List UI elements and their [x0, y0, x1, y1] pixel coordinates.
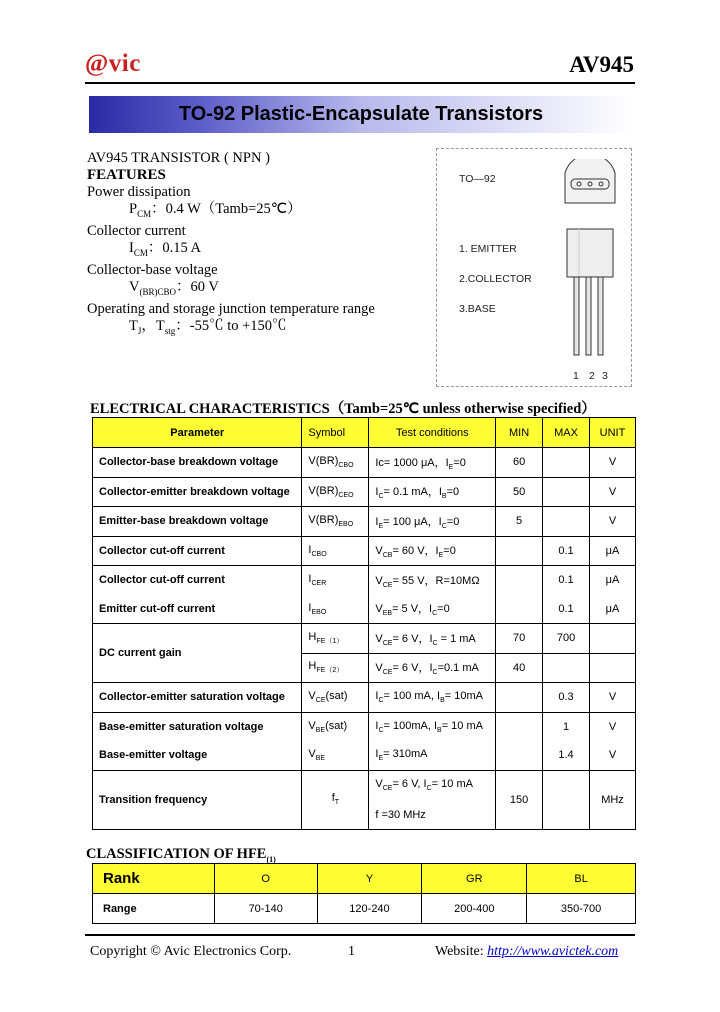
table-cell: Emitter cut-off current — [93, 595, 302, 624]
table-cell: Collector-emitter breakdown voltage — [93, 477, 302, 507]
model-number: AV945 — [569, 52, 634, 77]
table-cell: 5 — [496, 507, 543, 537]
classification-title: CLASSIFICATION OF $HFE_{(1)}$ — [86, 846, 276, 864]
table-cell: 150 — [496, 770, 543, 829]
table-row — [93, 712, 636, 741]
temp-value: $T_J$，$T_{stg}$：-55℃ to +150℃ — [129, 317, 287, 336]
table-cell: Collector cut-off current — [93, 536, 302, 566]
header-rule — [85, 82, 635, 84]
package-name: TO—92 — [459, 173, 496, 185]
pin-number-3: 3 — [602, 370, 608, 382]
page-number: 1 — [348, 944, 355, 959]
range-label: Range — [93, 894, 215, 924]
table-cell: 0.1 — [543, 536, 590, 566]
table-cell: 60 — [496, 448, 543, 478]
table-cell: Ic= 1000 μA，$I_E=0$ — [369, 448, 496, 478]
table-cell: $V_{CE}= 55$ V，R=10MΩ — [369, 566, 496, 595]
table-cell: Base-emitter voltage — [93, 741, 302, 770]
table-cell: $I_{EBO}$ — [302, 595, 369, 624]
table-cell: $V_{CE}(sat)$ — [302, 683, 369, 713]
table-cell: 350-700 — [527, 894, 636, 924]
footer-rule — [85, 934, 635, 936]
table-cell — [543, 448, 590, 478]
table-cell: MHz — [590, 770, 636, 829]
table-cell: 200-400 — [422, 894, 527, 924]
table-cell: $I_E= 100$ μA，$I_C=0$ — [369, 507, 496, 537]
features-heading: FEATURES — [87, 167, 166, 183]
table-cell: BL — [527, 864, 636, 894]
table-cell: 700 — [543, 624, 590, 654]
table-cell: 70 — [496, 624, 543, 654]
table-cell: $I_C= 100$ mA, $I_B= 10mA$ — [369, 683, 496, 713]
table-row — [93, 536, 636, 566]
temp-label: Operating and storage junction temperature range — [87, 300, 375, 317]
table-cell — [543, 477, 590, 507]
table-cell: V — [590, 683, 636, 713]
table-cell: Base-emitter saturation voltage — [93, 712, 302, 741]
rank-label: Rank — [93, 864, 215, 894]
table-cell: $I_{CER}$ — [302, 566, 369, 595]
table-cell: $V_{CE}= 6$ V，$I_C = 1$ mA — [369, 624, 496, 654]
table-cell: $V_{CE}= 6$ V, $I_C= 10$ mA f =30 MHz — [369, 770, 496, 829]
device-line: AV945 TRANSISTOR ( NPN ) — [87, 150, 270, 166]
table-cell: Collector-base breakdown voltage — [93, 448, 302, 478]
table-cell: 0.1 — [543, 566, 590, 595]
table-cell: $V(BR)_{CBO}$ — [302, 448, 369, 478]
table-cell: μA — [590, 566, 636, 595]
table-cell: Collector-emitter saturation voltage — [93, 683, 302, 713]
header-unit: UNIT — [590, 418, 636, 448]
table-cell: $I_E= 310mA$ — [369, 741, 496, 770]
pin1-label: 1. EMITTER — [459, 243, 517, 255]
header-conditions: Test conditions — [369, 418, 496, 448]
table-cell: 1.4 — [543, 741, 590, 770]
table-cell — [543, 770, 590, 829]
copyright-text: Copyright © Avic Electronics Corp. — [90, 944, 292, 959]
voltage-label: Collector-base voltage — [87, 261, 218, 278]
table-row — [93, 507, 636, 537]
table-cell: GR — [422, 864, 527, 894]
electrical-table — [92, 417, 636, 830]
electrical-title: ELECTRICAL CHARACTERISTICS（Tamb=25℃ unless otherwise specified） — [90, 401, 596, 417]
side-view-body — [567, 229, 613, 277]
table-cell: V — [590, 712, 636, 741]
table-cell: $V_{CB}= 60$ V，$I_E=0$ — [369, 536, 496, 566]
header-symbol: Symbol — [302, 418, 369, 448]
table-cell — [496, 683, 543, 713]
pin-number-2: 2 — [589, 370, 595, 382]
table-cell — [496, 595, 543, 624]
table-cell: V — [590, 507, 636, 537]
banner-title: TO-92 Plastic-Encapsulate Transistors — [178, 103, 544, 125]
transistor-drawing — [555, 159, 627, 359]
title-banner — [89, 96, 633, 133]
table-cell: $H_{FE(1)}$ — [302, 624, 369, 654]
table-cell: Collector cut-off current — [93, 566, 302, 595]
table-cell: V — [590, 741, 636, 770]
features-block — [87, 150, 417, 340]
top-view-body — [565, 159, 615, 203]
table-cell: $V_{BE}$ — [302, 741, 369, 770]
lead-2 — [586, 277, 591, 355]
range-row — [93, 894, 636, 924]
brand-logo: @vic — [85, 50, 141, 77]
table-cell — [543, 507, 590, 537]
table-cell: $H_{FE(2)}$ — [302, 653, 369, 683]
table-header-row — [93, 418, 636, 448]
table-row — [93, 683, 636, 713]
website — [435, 944, 618, 960]
table-cell: 70-140 — [214, 894, 317, 924]
table-cell: $V(BR)_{CEO}$ — [302, 477, 369, 507]
table-cell: 1 — [543, 712, 590, 741]
table-row — [93, 770, 636, 829]
power-value: $P_{CM}$：0.4 W（Tamb=25℃） — [129, 201, 302, 219]
table-cell: 120-240 — [317, 894, 422, 924]
table-row — [93, 624, 636, 654]
table-row — [93, 477, 636, 507]
table-cell: Emitter-base breakdown voltage — [93, 507, 302, 537]
header-max: MAX — [543, 418, 590, 448]
table-cell — [496, 712, 543, 741]
table-cell: 50 — [496, 477, 543, 507]
table-cell: 0.3 — [543, 683, 590, 713]
header-parameter: Parameter — [93, 418, 302, 448]
table-cell: $V_{CE}= 6$ V，$I_C=0.1$ mA — [369, 653, 496, 683]
table-cell: μA — [590, 536, 636, 566]
pin2-label: 2.COLLECTOR — [459, 273, 532, 285]
table-cell — [496, 741, 543, 770]
classification-table — [92, 863, 636, 924]
table-row — [93, 595, 636, 624]
lead-3 — [598, 277, 603, 355]
lead-1 — [574, 277, 579, 355]
table-row — [93, 741, 636, 770]
table-cell: $V(BR)_{EBO}$ — [302, 507, 369, 537]
table-cell: V — [590, 477, 636, 507]
table-cell: V — [590, 448, 636, 478]
table-cell: O — [214, 864, 317, 894]
current-value: $I_{CM}$：0.15 A — [129, 239, 202, 258]
power-label: Power dissipation — [87, 184, 191, 200]
table-row — [93, 566, 636, 595]
table-cell — [496, 566, 543, 595]
table-cell: $I_{CBO}$ — [302, 536, 369, 566]
table-cell: Y — [317, 864, 422, 894]
table-cell: Transition frequency — [93, 770, 302, 829]
package-diagram — [436, 148, 632, 387]
table-cell: $f_T$ — [302, 770, 369, 829]
website-label: Website: — [435, 944, 484, 959]
table-cell: $I_C= 0.1$ mA，$I_B=0$ — [369, 477, 496, 507]
pin3-label: 3.BASE — [459, 303, 496, 315]
table-cell: 0.1 — [543, 595, 590, 624]
table-cell — [590, 624, 636, 654]
voltage-value: $V_{(BR)CBO}$：60 V — [129, 278, 219, 297]
current-label: Collector current — [87, 222, 186, 239]
table-cell — [496, 536, 543, 566]
table-cell: 40 — [496, 653, 543, 683]
table-cell: $V_{EB}= 5$ V，$I_C=0$ — [369, 595, 496, 624]
table-cell — [543, 653, 590, 683]
header-min: MIN — [496, 418, 543, 448]
table-row — [93, 448, 636, 478]
table-cell — [590, 653, 636, 683]
table-cell: μA — [590, 595, 636, 624]
rank-row — [93, 864, 636, 894]
table-cell: $V_{BE}(sat)$ — [302, 712, 369, 741]
table-cell: DC current gain — [93, 624, 302, 683]
table-cell: $I_C= 100mA$, $I_B= 10$ mA — [369, 712, 496, 741]
website-link[interactable]: http://www.avictek.com — [487, 944, 619, 959]
pin-number-1: 1 — [573, 370, 579, 382]
